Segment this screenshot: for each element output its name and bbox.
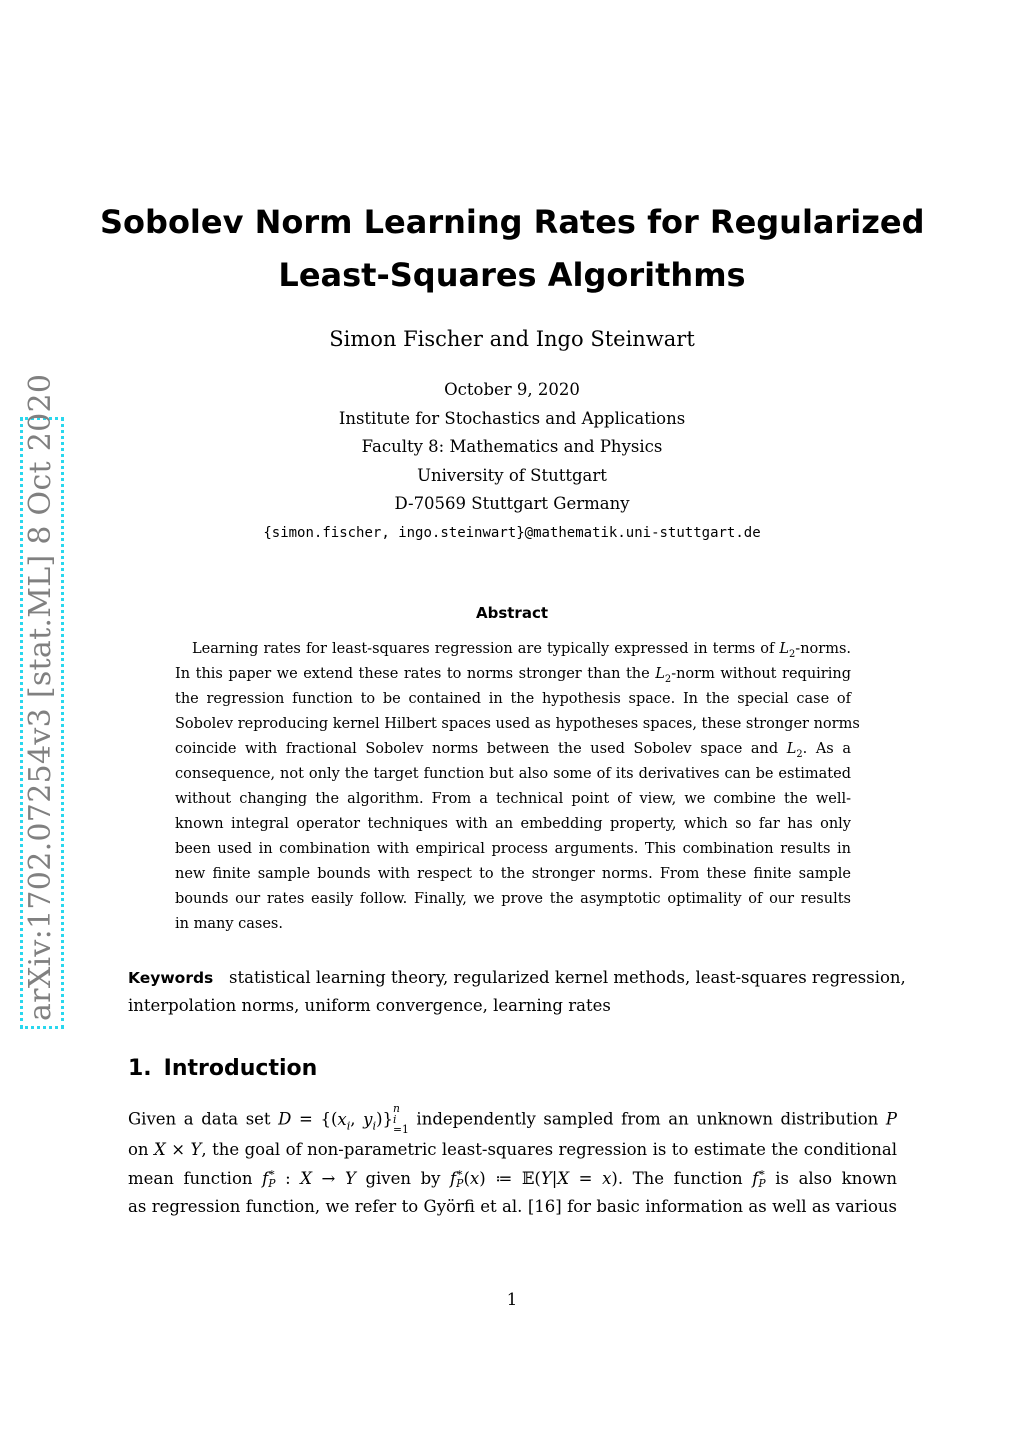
authors: Simon Fischer and Ingo Steinwart — [329, 327, 695, 351]
intro-text: mean function — [128, 1168, 263, 1188]
math-supsub: ∗ P — [268, 1166, 276, 1191]
intro-text: independently sampled from an unknown distribution — [408, 1109, 886, 1129]
intro-text: , the goal of non-parametric least-squares regression is to estimate the conditional — [201, 1140, 897, 1160]
math-supsub: n i =1 — [393, 1102, 409, 1137]
abstract-line: the regression function to be contained in the hypothesis space. In the special case of — [175, 691, 851, 707]
intro-line: mean function f ∗ P : X → Y given by f ∗ P (x) ≔ 𝔼(Y|X = x). The function f ∗ P is also known — [128, 1166, 897, 1191]
intro-text: on — [128, 1140, 155, 1160]
intro-text: is also known — [765, 1168, 897, 1188]
math-l2: L — [779, 641, 790, 657]
math-supsub: ∗ P — [758, 1166, 766, 1191]
abstract-text: -norm without requiring — [671, 666, 851, 682]
email: {simon.fischer, ingo.steinwart}@mathematik.uni-stuttgart.de — [263, 524, 761, 541]
intro-paragraph — [128, 1104, 897, 1222]
abstract-line — [175, 637, 851, 662]
affiliation-line-4: D-70569 Stuttgart Germany — [394, 494, 630, 513]
math-expr: $x_i$ — [337, 1109, 351, 1132]
intro-text: given by — [355, 1168, 451, 1188]
abstract-heading: Abstract — [475, 604, 549, 622]
keywords-text: statistical learning theory, regularized kernel methods, least-squares regression, — [229, 968, 906, 987]
math-expr: $y_i$ — [363, 1109, 377, 1132]
math-expr: Y — [190, 1140, 202, 1160]
intro-line: as regression function, we refer to Györfi et al. [16] for basic information as well as various — [128, 1197, 897, 1217]
abstract-line — [175, 737, 851, 762]
math-expr: P — [885, 1109, 898, 1129]
abstract-line: consequence, not only the target function but also some of its derivatives can be estimated — [175, 766, 851, 782]
abstract-text: Learning rates for least-squares regression are typically expressed in terms of — [192, 641, 780, 657]
section-title: Introduction — [163, 1056, 318, 1081]
abstract-line: known integral operator techniques with an embedding property, which so far has only — [175, 816, 851, 832]
arxiv-stamp: arXiv:1702.07254v3 [stat.ML] 8 Oct 2020 — [23, 373, 58, 1021]
math-expr: X — [300, 1168, 312, 1188]
math-expr: X — [154, 1140, 166, 1160]
section-heading — [128, 1054, 317, 1084]
math-expr: f — [752, 1168, 759, 1188]
math-l2: L — [655, 666, 665, 682]
abstract-line: in many cases. — [175, 916, 283, 932]
math-expr: f — [262, 1168, 269, 1188]
abstract-text: . As a — [802, 741, 851, 757]
section-number: 1. — [128, 1056, 152, 1081]
abstract-text: coincide with fractional Sobolev norms between the used Sobolev space and — [175, 741, 787, 757]
affiliation-line-2: Faculty 8: Mathematics and Physics — [361, 437, 663, 456]
intro-line: on X × Y, the goal of non-parametric least-squares regression is to estimate the conditional — [128, 1140, 897, 1160]
abstract-text: In this paper we extend these rates to norms stronger than the — [175, 666, 656, 682]
math-supsub: ∗ P — [456, 1166, 464, 1191]
abstract-line: without changing the algorithm. From a technical point of view, we combine the well- — [175, 791, 851, 807]
abstract-body — [175, 637, 860, 937]
affiliation-line-1: Institute for Stochastics and Applications — [338, 408, 686, 428]
math-l2: L — [786, 741, 797, 757]
abstract-line: bounds our rates easily follow. Finally, we prove the asymptotic optimality of our results — [175, 891, 851, 907]
math-sub: 2 — [664, 673, 672, 685]
keywords-line: interpolation norms, uniform convergence, learning rates — [128, 996, 611, 1015]
title-line-1: Sobolev Norm Learning Rates for Regularized — [100, 203, 925, 241]
math-expr: Y — [344, 1168, 356, 1188]
intro-text: Given a data set — [128, 1109, 279, 1129]
abstract-line: been used in combination with empirical process arguments. This combination results in — [175, 841, 851, 857]
keywords-line — [128, 964, 906, 992]
page-number: 1 — [506, 1290, 518, 1309]
abstract-line: new finite sample bounds with respect to the stronger norms. From these finite sample — [175, 866, 851, 882]
math-sub: 2 — [796, 748, 803, 760]
paper-title — [100, 196, 924, 302]
abstract-line: Sobolev reproducing kernel Hilbert spaces used as hypotheses spaces, these stronger norms — [175, 716, 860, 732]
abstract-line — [175, 662, 851, 687]
affiliation-line-3: University of Stuttgart — [417, 465, 607, 485]
intro-line: Given a data set $D = \{(x_i$, $y_i$)} n i =1 independently sampled from an unknown distribution P — [128, 1102, 898, 1137]
keywords-label: Keywords — [128, 969, 214, 987]
title-line-2: Least-Squares Algorithms — [278, 256, 746, 294]
date: October 9, 2020 — [444, 380, 580, 399]
intro-text: . The function — [617, 1168, 753, 1188]
keywords — [128, 964, 906, 1020]
math-sub: 2 — [789, 648, 796, 660]
abstract-text: -norms. — [795, 641, 851, 657]
math-expr: f — [450, 1168, 457, 1188]
paper-meta — [100, 376, 924, 547]
math-expr: D — [278, 1109, 292, 1129]
